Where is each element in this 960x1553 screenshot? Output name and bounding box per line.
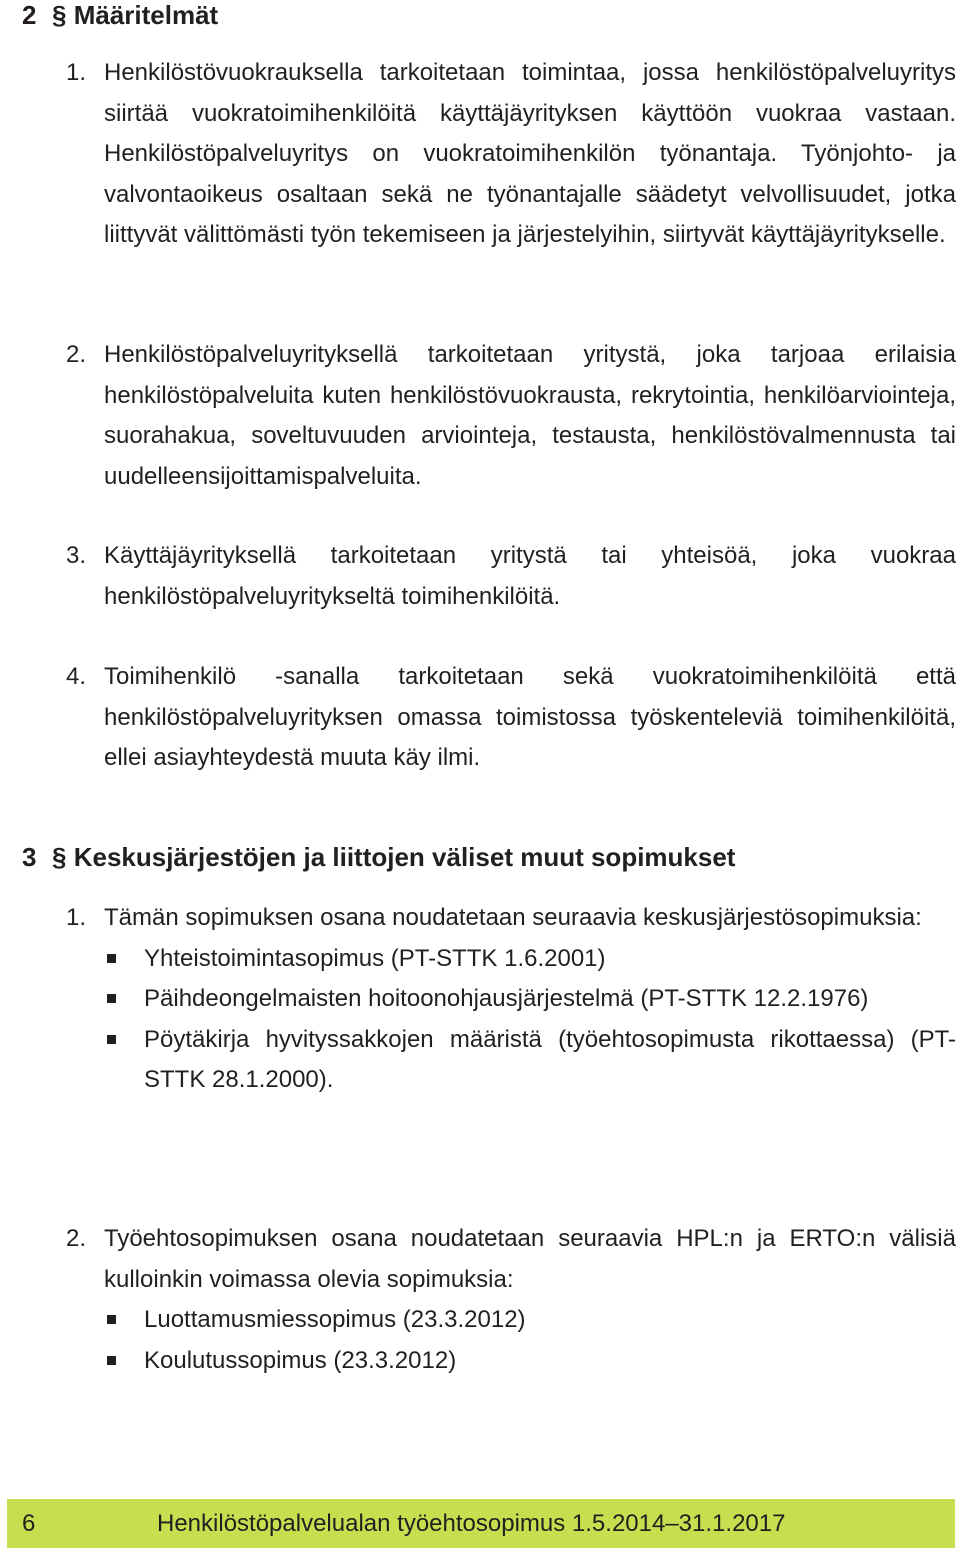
bullet-item: Luottamusmiessopimus (23.3.2012) xyxy=(104,1300,956,1341)
bullet-item: Päihdeongelmaisten hoitoonohjausjärjestelmä (PT-STTK 12.2.1976) xyxy=(104,979,956,1020)
page-number: 6 xyxy=(22,1510,36,1537)
definition-item-4 xyxy=(66,657,956,779)
item-text: Tämän sopimuksen osana noudatetaan seuraavia keskusjärjestösopimuksia: xyxy=(104,904,922,931)
agreement-item-2 xyxy=(66,1219,956,1381)
item-text: Toimihenkilö -sanalla tarkoitetaan sekä vuokratoimihenkilöitä että henkilöstöpalveluyrityksen omassa toimistossa työskenteleviä toimihenkilöitä, ellei asiayhteydestä muuta käy ilmi. xyxy=(104,663,956,771)
bullet-item: Yhteistoimintasopimus (PT-STTK 1.6.2001) xyxy=(104,939,956,980)
section-3-heading xyxy=(22,842,735,872)
item-number: 2. xyxy=(66,1225,87,1252)
definition-item-1 xyxy=(66,53,956,256)
item-text: Työehtosopimuksen osana noudatetaan seuraavia HPL:n ja ERTO:n välisiä kulloinkin voimassa olevia sopimuksia: xyxy=(104,1225,956,1293)
definition-item-2 xyxy=(66,335,956,497)
bullet-item: Pöytäkirja hyvityssakkojen määristä (työehtosopimusta rikottaessa) (PT-STTK 28.1.2000). xyxy=(104,1020,956,1101)
item-text: Käyttäjäyrityksellä tarkoitetaan yritystä tai yhteisöä, joka vuokraa henkilöstöpalveluyritykseltä toimihenkilöitä. xyxy=(104,542,956,610)
page-footer xyxy=(7,1499,955,1548)
footer-title: Henkilöstöpalvelualan työehtosopimus 1.5.2014–31.1.2017 xyxy=(157,1510,786,1537)
section-symbol: § xyxy=(52,0,67,30)
item-number: 2. xyxy=(66,341,87,368)
item-text: Henkilöstövuokrauksella tarkoitetaan toimintaa, jossa henkilöstöpalveluyritys siirtää vuokratoimihenkilöitä käyttäjäyrityksen käyttöön vuokraa vastaan. Henkilöstöpalveluyritys on vuokratoimihenkilön työnantaja. Työnjohto- ja valvontaoikeus osaltaan sekä ne työnantajalle säädetyt velvollisuudet, jotka liittyvät välittömästi työn tekemiseen ja järjestelyihin, siirtyvät käyttäjäyritykselle. xyxy=(104,59,956,248)
section-2-heading xyxy=(22,0,218,30)
section-title: Keskusjärjestöjen ja liittojen väliset muut sopimukset xyxy=(73,842,736,872)
bullet-item: Koulutussopimus (23.3.2012) xyxy=(104,1341,956,1382)
section-number: 2 xyxy=(22,0,37,30)
section-number: 3 xyxy=(22,842,37,872)
item-text: Henkilöstöpalveluyrityksellä tarkoitetaan yritystä, joka tarjoaa erilaisia henkilöstöpalveluita kuten henkilöstövuokrausta, rekrytointia, henkilöarviointeja, suorahakua, soveltuvuuden arviointeja, testausta, henkilöstövalmennusta tai uudelleensijoittamispalveluita. xyxy=(104,341,956,490)
section-title: Määritelmät xyxy=(73,0,219,30)
section-symbol: § xyxy=(52,842,67,872)
item-number: 1. xyxy=(66,904,87,931)
agreement-item-1 xyxy=(66,898,956,1101)
item-number: 1. xyxy=(66,59,87,86)
item-number: 3. xyxy=(66,542,87,569)
definition-item-3 xyxy=(66,536,956,617)
item-number: 4. xyxy=(66,663,87,690)
